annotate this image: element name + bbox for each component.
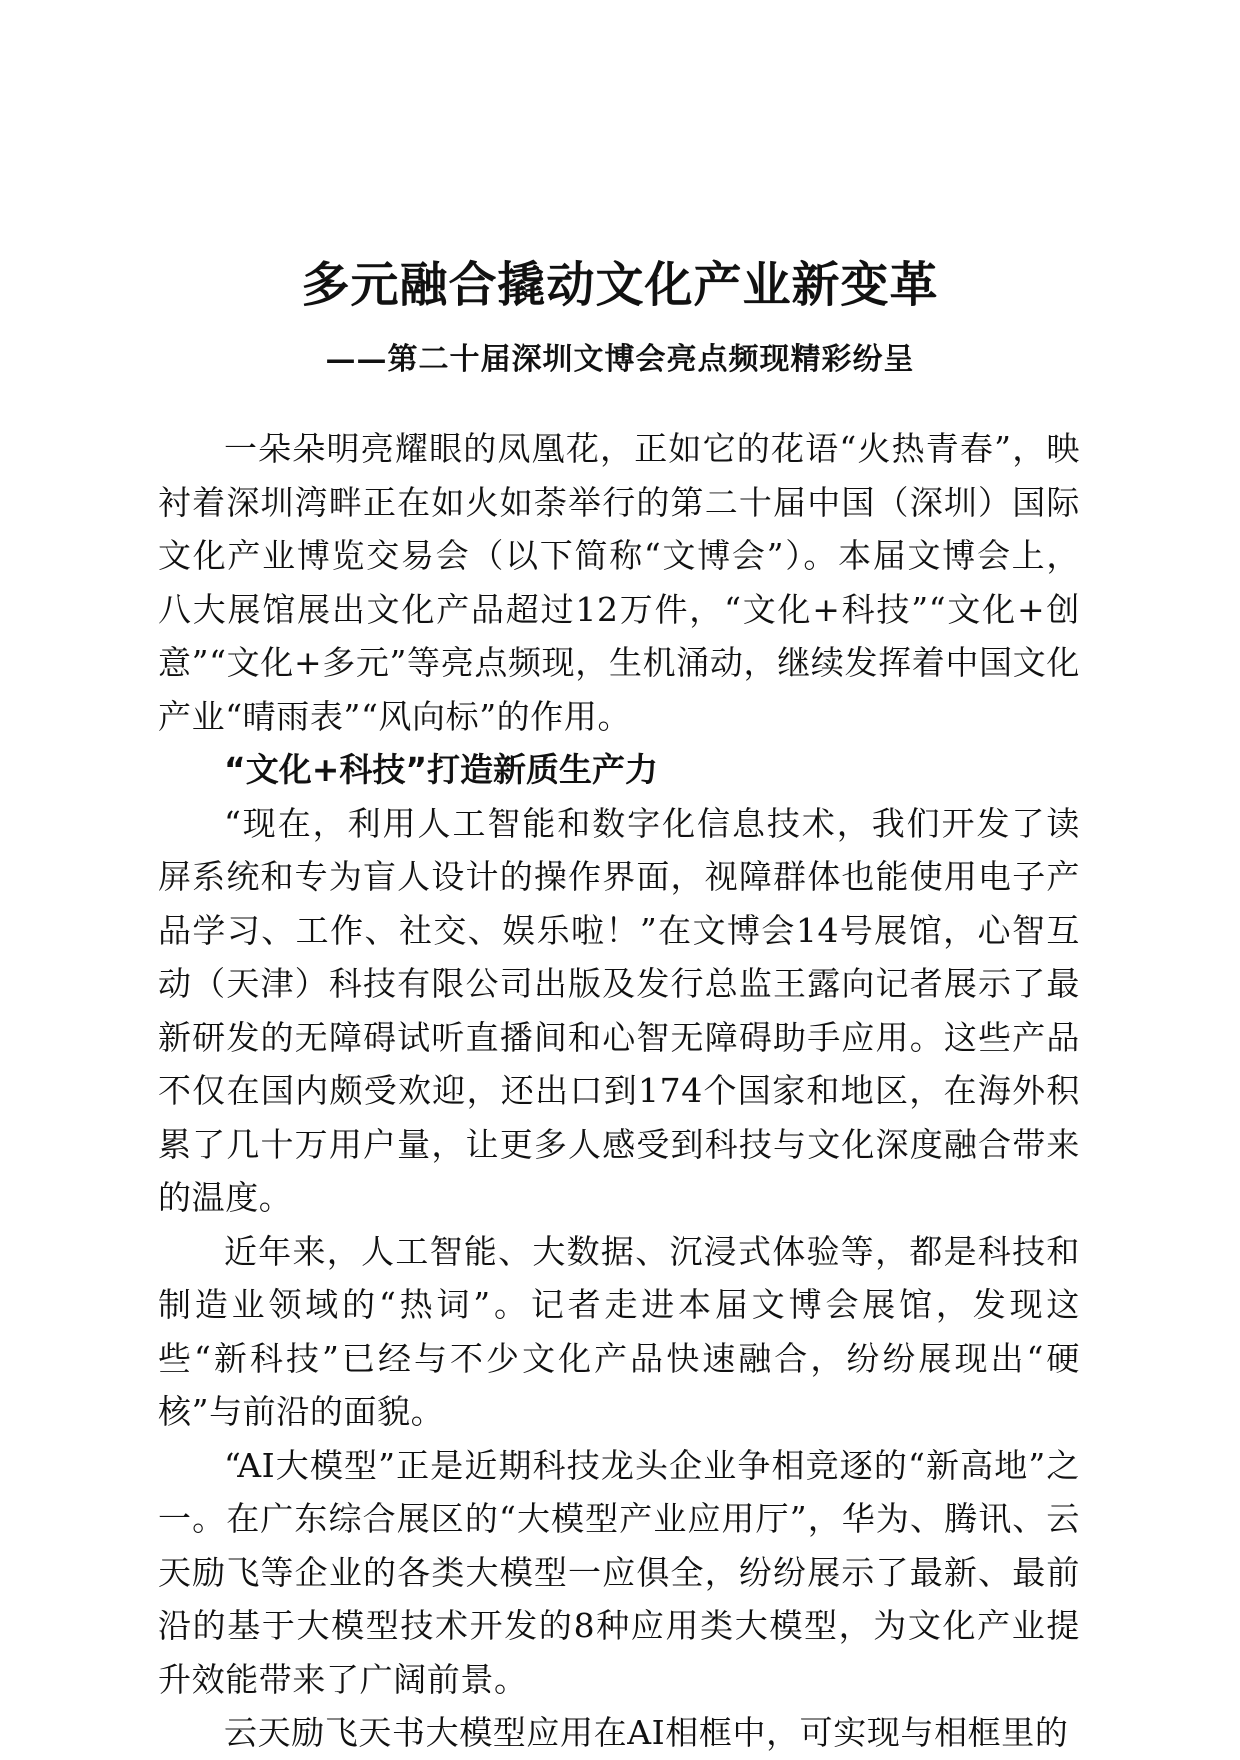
article-subtitle: ——第二十届深圳文博会亮点频现精彩纷呈	[325, 342, 915, 377]
body-paragraph-4: 云天励飞天书大模型应用在AI相框中，可实现与相框里的	[224, 1713, 1069, 1752]
section-heading: “文化+科技”打造新质生产力	[224, 750, 659, 789]
body-paragraph-3: “AI大模型”正是近期科技龙头企业争相竞逐的“新高地”之一。在广东综合展区的“大模型产业应用厅”，华为、腾讯、云天励飞等企业的各类大模型一应俱全，纷纷展示了最新、最前沿的基于大模型技术开发的8种应用类大模型，为文化产业提升效能带来了广阔前景。	[158, 1445, 1080, 1699]
body-paragraph-1: “现在，利用人工智能和数字化信息技术，我们开发了读屏系统和专为盲人设计的操作界面，视障群体也能使用电子产品学习、工作、社交、娱乐啦！”在文博会14号展馆，心智互动（天津）科技有限公司出版及发行总监王露向记者展示了最新研发的无障碍试听直播间和心智无障碍助手应用。这些产品不仅在国内颇受欢迎，还出口到174个国家和地区，在海外积累了几十万用户量，让更多人感受到科技与文化深度融合带来的温度。	[158, 803, 1080, 1217]
intro-paragraph: 一朵朵明亮耀眼的凤凰花，正如它的花语“火热青春”，映衬着深圳湾畔正在如火如荼举行的第二十届中国（深圳）国际文化产业博览交易会（以下简称“文博会”）。本届文博会上，八大展馆展出文化产品超过12万件，“文化+科技”“文化+创意”“文化+多元”等亮点频现，生机涌动，继续发挥着中国文化产业“晴雨表”“风向标”的作用。	[158, 429, 1080, 736]
article-title: 多元融合撬动文化产业新变革	[301, 257, 939, 313]
article-body	[158, 422, 1080, 1760]
body-paragraph-2: 近年来，人工智能、大数据、沉浸式体验等，都是科技和制造业领域的“热词”。记者走进本届文博会展馆，发现这些“新科技”已经与不少文化产品快速融合，纷纷展现出“硬核”与前沿的面貌。	[158, 1231, 1080, 1431]
